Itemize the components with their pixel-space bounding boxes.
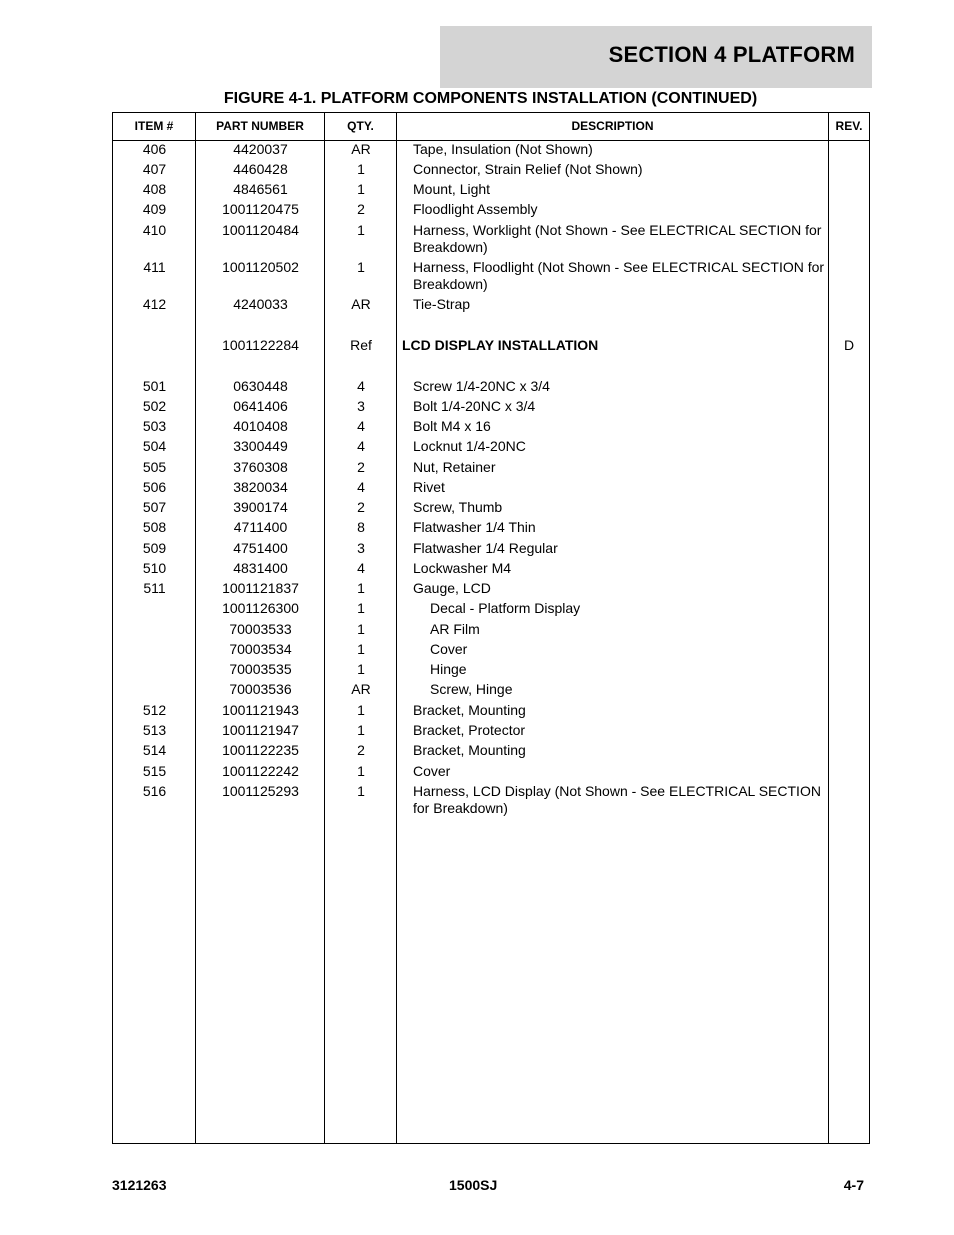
- quantity: 1: [357, 661, 365, 677]
- part-number: 70003536: [229, 681, 292, 697]
- description: Cover: [413, 763, 451, 779]
- part-number: 4831400: [233, 560, 288, 576]
- description: Rivet: [413, 479, 445, 495]
- description: Bolt 1/4-20NC x 3/4: [413, 398, 536, 414]
- item-number: 504: [142, 438, 167, 454]
- part-number: 1001122284: [222, 337, 299, 353]
- item-number: 516: [142, 783, 167, 799]
- header-description: DESCRIPTION: [571, 119, 654, 133]
- quantity: AR: [351, 681, 371, 697]
- item-number: 507: [142, 499, 167, 515]
- quantity: 4: [357, 418, 365, 434]
- quantity: 1: [357, 783, 365, 799]
- header-qty: QTY.: [347, 119, 374, 133]
- description: Hinge: [430, 661, 467, 677]
- quantity: 2: [357, 742, 365, 758]
- part-number: 4420037: [233, 141, 288, 157]
- part-number: 4010408: [233, 418, 288, 434]
- figure-title: FIGURE 4-1. PLATFORM COMPONENTS INSTALLATION (CONTINUED): [223, 90, 758, 107]
- footer-page-number: 4-7: [843, 1177, 864, 1193]
- description: Cover: [430, 641, 468, 657]
- header-item: ITEM #: [134, 119, 174, 133]
- quantity: 2: [357, 499, 365, 515]
- quantity: 4: [357, 560, 365, 576]
- item-number: 412: [142, 296, 167, 312]
- item-number: 511: [143, 580, 166, 596]
- part-number: 3760308: [233, 459, 288, 475]
- part-number: 0641406: [233, 398, 288, 414]
- description: Harness, Floodlight (Not Shown - See ELECTRICAL SECTION for Breakdown): [413, 259, 825, 292]
- part-number: 70003534: [229, 641, 292, 657]
- quantity: 3: [357, 540, 365, 556]
- footer-model: 1500SJ: [449, 1177, 498, 1193]
- item-number: 409: [142, 201, 167, 217]
- description: Connector, Strain Relief (Not Shown): [413, 161, 643, 177]
- part-number: 1001126300: [222, 600, 299, 616]
- item-number: 410: [142, 222, 167, 238]
- description: Mount, Light: [413, 181, 491, 197]
- description: LCD DISPLAY INSTALLATION: [402, 337, 599, 353]
- part-number: 1001121947: [222, 722, 299, 738]
- item-number: 513: [142, 722, 167, 738]
- quantity: AR: [351, 141, 371, 157]
- description: Bracket, Protector: [413, 722, 526, 738]
- description: Decal - Platform Display: [430, 600, 581, 616]
- quantity: 1: [357, 181, 365, 197]
- description: Screw 1/4-20NC x 3/4: [413, 378, 550, 394]
- item-number: 515: [142, 763, 167, 779]
- part-number: 1001121837: [222, 580, 299, 596]
- description: Tie-Strap: [413, 296, 471, 312]
- item-number: 411: [143, 259, 166, 275]
- item-number: 408: [142, 181, 167, 197]
- quantity: 8: [357, 519, 365, 535]
- part-number: 4460428: [233, 161, 288, 177]
- description: Screw, Thumb: [413, 499, 503, 515]
- part-number: 0630448: [233, 378, 288, 394]
- part-number: 3300449: [233, 438, 288, 454]
- item-number: 508: [142, 519, 167, 535]
- item-number: 407: [142, 161, 167, 177]
- header-part-number: PART NUMBER: [216, 119, 304, 133]
- item-number: 501: [142, 378, 167, 394]
- item-number: 503: [142, 418, 167, 434]
- item-number: 502: [142, 398, 167, 414]
- part-number: 1001120502: [222, 259, 299, 275]
- section-banner: [440, 26, 872, 88]
- description: Harness, Worklight (Not Shown - See ELECTRICAL SECTION for Breakdown): [413, 222, 822, 255]
- quantity: 1: [357, 580, 365, 596]
- part-number: 1001122242: [222, 763, 299, 779]
- parts-table: [112, 112, 870, 1144]
- item-number: 509: [142, 540, 167, 556]
- part-number: 4711400: [233, 519, 288, 535]
- description: Flatwasher 1/4 Regular: [413, 540, 558, 556]
- part-number: 1001122235: [222, 742, 299, 758]
- quantity: Ref: [350, 337, 372, 353]
- description: AR Film: [430, 621, 480, 637]
- item-number: 512: [142, 702, 167, 718]
- quantity: 1: [357, 763, 365, 779]
- part-number: 1001120484: [222, 222, 299, 238]
- quantity: 1: [357, 259, 365, 275]
- quantity: 4: [357, 438, 365, 454]
- part-number: 3820034: [233, 479, 288, 495]
- description: Nut, Retainer: [413, 459, 496, 475]
- description: Bracket, Mounting: [413, 702, 526, 718]
- quantity: AR: [351, 296, 371, 312]
- part-number: 70003535: [229, 661, 292, 677]
- item-number: 510: [142, 560, 167, 576]
- description: Harness, LCD Display (Not Shown - See ELECTRICAL SECTION for Breakdown): [413, 783, 821, 816]
- description: Tape, Insulation (Not Shown): [413, 141, 593, 157]
- quantity: 1: [357, 222, 365, 238]
- description: Screw, Hinge: [430, 681, 513, 697]
- quantity: 4: [357, 378, 365, 394]
- description: Locknut 1/4-20NC: [413, 438, 526, 454]
- quantity: 1: [357, 641, 365, 657]
- part-number: 3900174: [233, 499, 288, 515]
- section-title: SECTION 4 PLATFORM: [608, 42, 855, 67]
- revision: D: [843, 337, 855, 353]
- item-number: 505: [142, 459, 167, 475]
- quantity: 2: [357, 459, 365, 475]
- footer-doc-number: 3121263: [112, 1177, 167, 1193]
- quantity: 1: [357, 600, 365, 616]
- item-number: 406: [142, 141, 167, 157]
- part-number: 4751400: [233, 540, 288, 556]
- quantity: 2: [357, 201, 365, 217]
- part-number: 1001120475: [222, 201, 299, 217]
- part-number: 4846561: [233, 181, 288, 197]
- item-number: 506: [142, 479, 167, 495]
- description: Bracket, Mounting: [413, 742, 526, 758]
- description: Bolt M4 x 16: [413, 418, 491, 434]
- part-number: 1001125293: [222, 783, 299, 799]
- item-number: 514: [142, 742, 167, 758]
- description: Flatwasher 1/4 Thin: [413, 519, 536, 535]
- part-number: 4240033: [233, 296, 288, 312]
- description: Gauge, LCD: [413, 580, 491, 596]
- part-number: 70003533: [229, 621, 292, 637]
- quantity: 1: [357, 621, 365, 637]
- description: Lockwasher M4: [413, 560, 512, 576]
- quantity: 3: [357, 398, 365, 414]
- description: Floodlight Assembly: [413, 201, 538, 217]
- part-number: 1001121943: [222, 702, 299, 718]
- quantity: 1: [357, 722, 365, 738]
- quantity: 4: [357, 479, 365, 495]
- quantity: 1: [357, 161, 365, 177]
- quantity: 1: [357, 702, 365, 718]
- header-rev: REV.: [835, 119, 863, 133]
